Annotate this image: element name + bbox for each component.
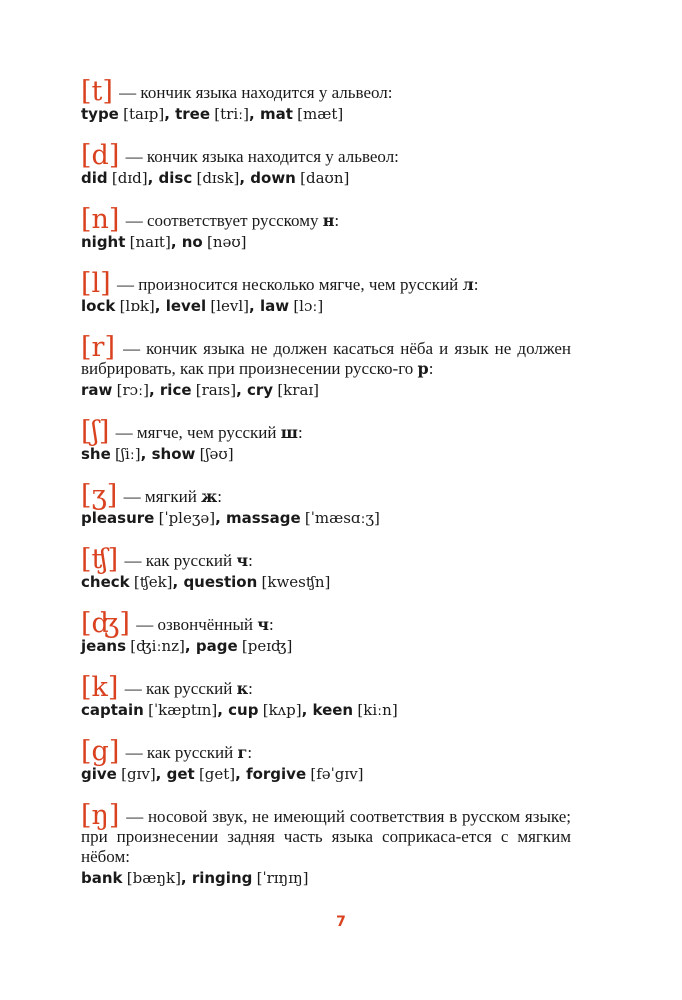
- page-number: 7: [336, 914, 346, 930]
- phoneme-entry: [81, 736, 571, 785]
- phoneme-description: [120, 551, 253, 570]
- description-punct: :: [217, 487, 222, 506]
- phoneme-description: [113, 275, 479, 294]
- phoneme-symbol: [ʒ]: [81, 480, 118, 511]
- example-transcription: [raɪs]: [195, 381, 237, 399]
- example-line: raw [rɔː], rice [raɪs], cry [kraɪ]: [81, 381, 320, 399]
- phoneme-symbol: [d]: [81, 140, 120, 171]
- phoneme-symbol: [ʃ]: [81, 416, 110, 447]
- description-text: — мягкий: [119, 487, 202, 506]
- phoneme-description: [81, 339, 571, 378]
- example-line: she [ʃiː], show [ʃəʊ]: [81, 445, 234, 463]
- phoneme-description-line: [81, 76, 571, 107]
- example-line: bank [bæŋk], ringing [ˈrɪŋɪŋ]: [81, 869, 309, 887]
- phoneme-description: [115, 83, 393, 102]
- example-word: disc: [158, 169, 193, 187]
- example-transcription: [levl]: [210, 297, 250, 315]
- phoneme-description-line: [81, 608, 571, 639]
- example-transcription: [ʤiːnz]: [130, 637, 185, 655]
- example-word: ringing: [191, 869, 253, 887]
- description-punct: :: [297, 423, 303, 442]
- phoneme-description: [81, 807, 571, 866]
- example-transcription: [kwesʧn]: [261, 573, 331, 591]
- phoneme-description: [111, 423, 302, 442]
- example-transcription: [lɔː]: [293, 297, 324, 315]
- example-word: bank: [81, 869, 123, 887]
- example-line: captain [ˈkæptɪn], cup [kʌp], keen [kiːn]: [81, 701, 398, 719]
- example-transcription: [bæŋk]: [126, 869, 181, 887]
- description-text: — кончик языка находится у альвеол:: [121, 147, 399, 166]
- description-text: — как русский: [121, 743, 238, 762]
- description-text: — кончик языка находится у альвеол:: [114, 83, 393, 102]
- phoneme-description-line: [81, 672, 571, 703]
- example-transcription: [ˈpleʒə]: [158, 509, 216, 527]
- phoneme-entry: [81, 204, 571, 253]
- description-text: — носовой звук, не имеющий соответствия в русском языке; при произнесении задняя часть языка соприкаса-ется с мягким нёбом:: [81, 807, 571, 866]
- example-transcription: [ʃəʊ]: [199, 445, 234, 463]
- example-line: did [dɪd], disc [dɪsk], down [daʊn]: [81, 169, 350, 187]
- phoneme-description-line: [81, 140, 571, 171]
- example-word: get: [166, 765, 195, 783]
- russian-letter: ч: [257, 615, 269, 634]
- example-transcription: [ˈkæptɪn]: [148, 701, 218, 719]
- example-transcription: [dɪsk]: [196, 169, 240, 187]
- russian-letter: р: [417, 359, 429, 378]
- example-word: raw: [81, 381, 113, 399]
- phoneme-description-line: [81, 480, 571, 511]
- phoneme-description: [121, 147, 399, 166]
- example-transcription: [fəˈgɪv]: [310, 765, 364, 783]
- phoneme-description-line: [81, 544, 571, 575]
- russian-letter: г: [237, 743, 248, 762]
- example-word: did: [81, 169, 108, 187]
- russian-letter: ч: [236, 551, 249, 570]
- description-text: — произносится несколько мягче, чем русский: [112, 275, 463, 294]
- example-line: give [gɪv], get [get], forgive [fəˈgɪv]: [81, 765, 364, 783]
- example-transcription: [peɪʤ]: [241, 637, 293, 655]
- russian-letter: н: [322, 211, 335, 230]
- example-transcription: [gɪv]: [121, 765, 156, 783]
- example-word: type: [81, 105, 119, 123]
- description-text: — как русский: [120, 679, 237, 698]
- example-word: law: [259, 297, 290, 315]
- example-line: lock [lɒk], level [levl], law [lɔː]: [81, 297, 324, 315]
- example-word: cup: [228, 701, 259, 719]
- example-word: check: [81, 573, 130, 591]
- example-line: check [ʧek], question [kwesʧn]: [81, 573, 331, 591]
- phoneme-symbol: [g]: [81, 736, 120, 767]
- example-transcription: [ʧek]: [133, 573, 173, 591]
- phoneme-description-line: [81, 736, 571, 767]
- example-word: massage: [225, 509, 301, 527]
- description-punct: :: [247, 743, 253, 762]
- phoneme-entry: [81, 672, 571, 721]
- example-word: page: [195, 637, 238, 655]
- description-text: — соответствует русскому: [121, 211, 323, 230]
- phoneme-symbol: [t]: [81, 76, 113, 107]
- description-punct: :: [248, 551, 253, 570]
- russian-letter: л: [462, 275, 474, 294]
- phoneme-entry: [81, 608, 571, 657]
- example-word: give: [81, 765, 117, 783]
- phoneme-description-line: [81, 268, 571, 299]
- phoneme-entry: [81, 544, 571, 593]
- phoneme-description-line: [81, 416, 571, 447]
- phoneme-entry: [81, 800, 571, 889]
- example-word: jeans: [81, 637, 127, 655]
- phoneme-entry: [81, 416, 571, 465]
- example-word: night: [81, 233, 126, 251]
- example-transcription: [daʊn]: [300, 169, 350, 187]
- example-word: keen: [312, 701, 354, 719]
- phoneme-description-line: [81, 332, 571, 379]
- russian-letter: к: [236, 679, 249, 698]
- example-word: mat: [259, 105, 293, 123]
- example-line: type [taɪp], tree [triː], mat [mæt]: [81, 105, 344, 123]
- phoneme-entry: [81, 140, 571, 189]
- example-word: level: [165, 297, 207, 315]
- example-transcription: [get]: [198, 765, 236, 783]
- example-word: question: [183, 573, 258, 591]
- russian-letter: ж: [201, 487, 218, 506]
- example-word: she: [81, 445, 111, 463]
- phoneme-symbol: [ŋ]: [81, 800, 120, 831]
- description-punct: :: [268, 615, 274, 634]
- russian-letter: ш: [280, 423, 298, 442]
- description-punct: :: [334, 211, 340, 230]
- phoneme-description: [119, 487, 222, 506]
- example-word: forgive: [246, 765, 307, 783]
- example-word: show: [151, 445, 196, 463]
- example-word: cry: [247, 381, 274, 399]
- consonant-list: [81, 76, 571, 910]
- phoneme-symbol: [l]: [81, 268, 111, 299]
- example-line: jeans [ʤiːnz], page [peɪʤ]: [81, 637, 293, 655]
- example-word: pleasure: [81, 509, 155, 527]
- example-word: tree: [175, 105, 211, 123]
- description-punct: :: [428, 359, 434, 378]
- phoneme-entry: [81, 480, 571, 529]
- example-transcription: [dɪd]: [111, 169, 148, 187]
- example-line: pleasure [ˈpleʒə], massage [ˈmæsɑːʒ]: [81, 509, 380, 527]
- phoneme-entry: [81, 76, 571, 125]
- phoneme-symbol: [n]: [81, 204, 120, 235]
- phoneme-description: [120, 679, 252, 698]
- example-transcription: [ˈrɪŋɪŋ]: [256, 869, 309, 887]
- example-transcription: [nəʊ]: [206, 233, 247, 251]
- description-text: — мягче, чем русский: [111, 423, 281, 442]
- phoneme-entry: [81, 332, 571, 401]
- phoneme-symbol: [ʧ]: [81, 544, 119, 575]
- phoneme-description: [132, 615, 274, 634]
- phoneme-symbol: [r]: [81, 332, 115, 363]
- example-transcription: [rɔː]: [116, 381, 149, 399]
- description-punct: :: [248, 679, 253, 698]
- phoneme-description: [121, 211, 339, 230]
- example-word: down: [250, 169, 296, 187]
- example-transcription: [taɪp]: [123, 105, 165, 123]
- example-word: lock: [81, 297, 116, 315]
- example-transcription: [mæt]: [297, 105, 344, 123]
- phoneme-entry: [81, 268, 571, 317]
- phoneme-symbol: [ʤ]: [81, 608, 130, 639]
- example-transcription: [lɒk]: [119, 297, 155, 315]
- example-word: no: [181, 233, 203, 251]
- example-transcription: [kʌp]: [262, 701, 302, 719]
- example-line: night [naɪt], no [nəʊ]: [81, 233, 247, 251]
- example-transcription: [triː]: [214, 105, 250, 123]
- description-text: — кончик языка не должен касаться нёба и язык не должен вибрировать, как при произнесении русско-го: [81, 339, 571, 378]
- example-transcription: [kiːn]: [357, 701, 398, 719]
- example-transcription: [naɪt]: [129, 233, 171, 251]
- example-transcription: [ˈmæsɑːʒ]: [304, 509, 380, 527]
- phoneme-description-line: [81, 800, 571, 867]
- example-word: rice: [159, 381, 192, 399]
- description-text: — как русский: [120, 551, 237, 570]
- description-text: — озвончённый: [131, 615, 258, 634]
- phoneme-symbol: [k]: [81, 672, 119, 703]
- example-transcription: [ʃiː]: [115, 445, 141, 463]
- example-word: captain: [81, 701, 144, 719]
- phoneme-description: [121, 743, 252, 762]
- phoneme-description-line: [81, 204, 571, 235]
- example-transcription: [kraɪ]: [277, 381, 320, 399]
- description-punct: :: [473, 275, 479, 294]
